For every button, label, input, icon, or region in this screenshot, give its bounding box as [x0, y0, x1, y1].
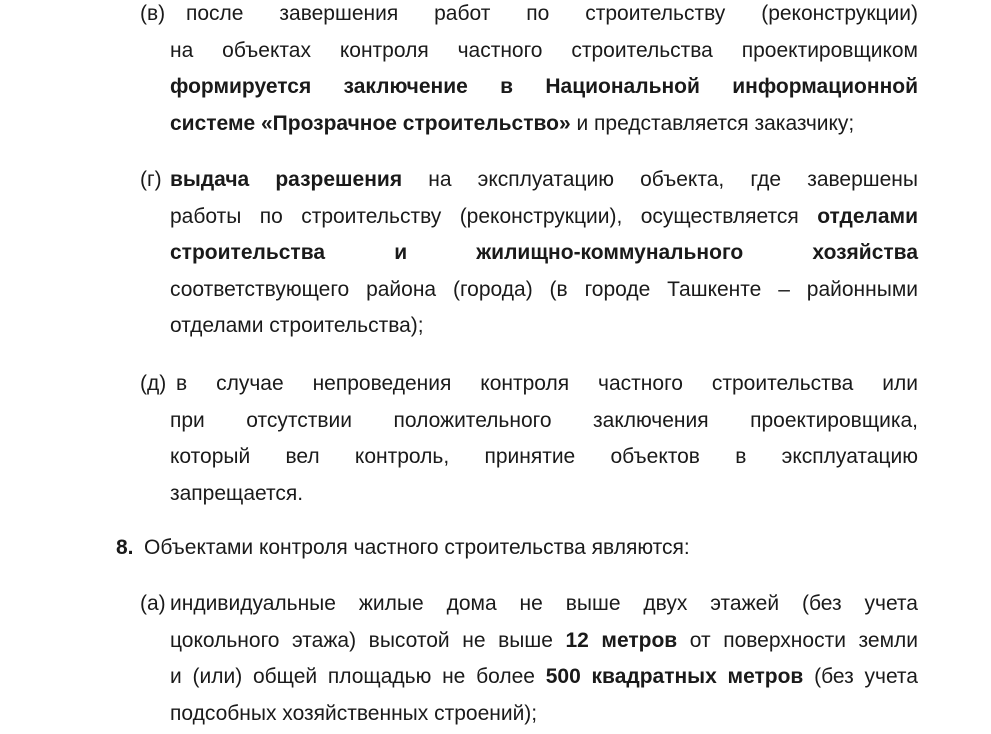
list-marker: (а): [140, 592, 166, 615]
text-line: [170, 403, 918, 440]
list-item-text: [170, 162, 918, 345]
text-run: (без учета: [803, 665, 918, 688]
text-line: [144, 530, 924, 567]
bold-text: 500 квадратных метров: [545, 665, 804, 688]
list-item-text: [170, 0, 918, 142]
text-line: [170, 33, 918, 70]
text-line: [176, 366, 918, 403]
text-run: Объектами контроля частного строительства являются:: [144, 536, 690, 559]
bold-text: 12 метров: [565, 628, 678, 652]
list-marker: (в): [140, 2, 166, 25]
text-run: индивидуальные жилые дома не выше двух этажей (без учета: [170, 592, 918, 615]
bold-text: формируется заключение в Национальной информационной: [170, 75, 918, 98]
text-line: [186, 0, 918, 33]
text-run: работы по строительству (реконструкции), осуществляется: [170, 204, 818, 228]
text-run: цокольного этажа) высотой не выше: [170, 628, 566, 652]
bold-text: строительства и жилищно-коммунального хозяйства: [170, 241, 918, 264]
text-run: соответствующего района (города) (в городе Ташкенте – районными: [170, 277, 918, 301]
text-line: [170, 696, 918, 733]
bold-text: выдача разрешения: [170, 168, 403, 191]
text-line: [170, 439, 918, 476]
text-line: [170, 199, 918, 236]
text-line: [170, 162, 918, 199]
text-run: на объектах контроля частного строительства проектировщиком: [170, 38, 918, 62]
text-line: [170, 272, 918, 309]
text-run: и (или) общей площадью не более: [170, 665, 546, 688]
text-run: отделами строительства);: [170, 314, 424, 337]
bold-text: системе «Прозрачное строительство»: [170, 111, 571, 135]
text-run: в случае непроведения контроля частного строительства или: [176, 372, 918, 395]
section-text: [144, 530, 924, 567]
text-line: [170, 586, 918, 623]
text-run: после завершения работ по строительству (реконструкции): [186, 2, 918, 25]
list-marker: (д): [140, 372, 167, 395]
text-line: [170, 308, 918, 345]
text-line: [170, 235, 918, 272]
text-line: [170, 659, 918, 696]
text-run: подсобных хозяйственных строений);: [170, 701, 538, 725]
list-marker: (г): [140, 168, 162, 191]
text-run: который вел контроль, принятие объектов в эксплуатацию: [170, 445, 918, 468]
text-run: запрещается.: [170, 481, 304, 505]
bold-text: отделами: [817, 204, 918, 228]
text-line: [170, 623, 918, 660]
list-item-text: [170, 586, 918, 732]
section-number: 8.: [116, 536, 134, 559]
list-item-text: [170, 366, 918, 512]
text-run: при отсутствии положительного заключения проектировщика,: [170, 408, 918, 432]
text-run: и представляется заказчику;: [570, 111, 855, 135]
text-run: на эксплуатацию объекта, где завершены: [402, 168, 918, 191]
text-run: от поверхности земли: [677, 628, 918, 652]
text-line: [170, 69, 918, 106]
text-line: [170, 106, 918, 143]
text-line: [170, 476, 918, 513]
